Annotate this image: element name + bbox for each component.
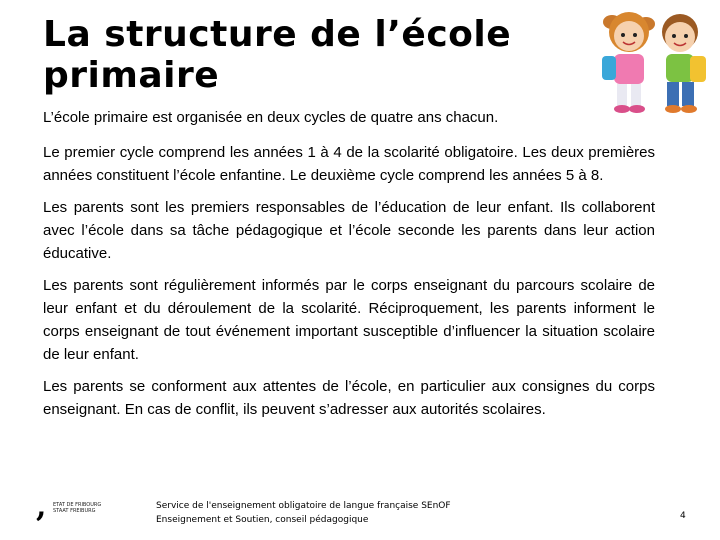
- slide-body: [43, 106, 655, 430]
- paragraph-parents-informed: Les parents sont régulièrement informés par le corps enseignant du parcours scolaire de leur enfant et du déroulement de la scolarité. Réciproquement, les parents informent le corps enseignant de tout événement important susceptible d’influencer la situation scolaire de leur enfant.: [43, 277, 655, 363]
- paragraph-cycles: Le premier cycle comprend les années 1 à 4 de la scolarité obligatoire. Les deux premières années constituent l’école enfantine. Le deuxième cycle comprend les années 5 à 8.: [43, 144, 655, 184]
- footer-service-line-2: Enseignement et Soutien, conseil pédagogique: [156, 515, 369, 525]
- fribourg-state-logo: [36, 489, 116, 528]
- footer-service-line-1: Service de l'enseignement obligatoire de langue française SEnOF: [156, 501, 451, 511]
- logo-mark: ,: [36, 489, 47, 524]
- logo-line-2: STAAT FREIBURG: [53, 508, 96, 514]
- footer-service: [156, 499, 451, 527]
- slide-title-line-1: La structure de l’école: [43, 14, 512, 55]
- paragraph-parents-responsibility: Les parents sont les premiers responsables de l’éducation de leur enfant. Ils collaborent avec l’école dans sa tâche pédagogique et l’école seconde les parents dans leur action éducative.: [43, 199, 655, 262]
- page-number: 4: [680, 511, 686, 521]
- girl-figure: [602, 12, 655, 113]
- slide-title-line-2: primaire: [43, 55, 220, 96]
- paragraph-parents-conform: Les parents se conforment aux attentes de l’école, en particulier aux consignes du corps enseignant. En cas de conflit, ils peuvent s’adresser aux autorités scolaires.: [43, 378, 655, 418]
- logo-line-1: ETAT DE FRIBOURG: [53, 502, 102, 508]
- paragraph-intro: L’école primaire est organisée en deux cycles de quatre ans chacun.: [43, 109, 499, 126]
- slide-title: [43, 14, 603, 96]
- boy-figure: [662, 14, 706, 113]
- children-with-backpacks-illustration: [590, 2, 716, 122]
